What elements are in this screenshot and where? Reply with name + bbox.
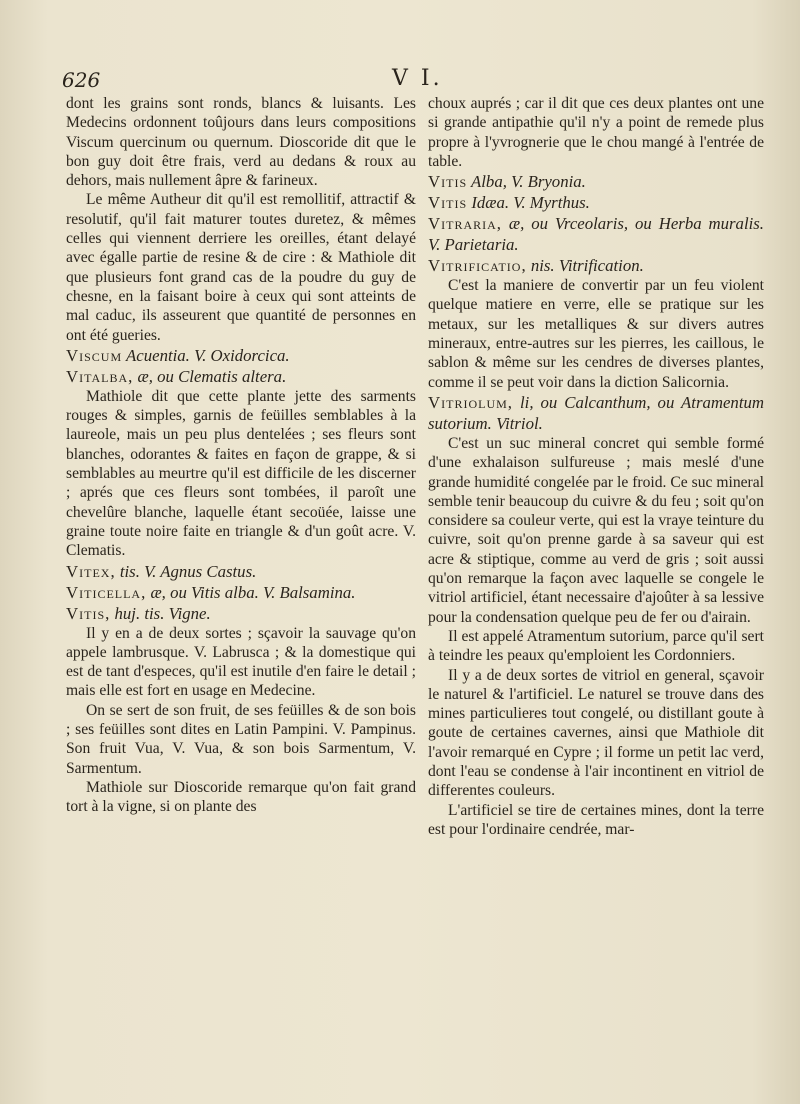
right-column: [428, 94, 764, 839]
headword-gloss: li, ou Calcanthum, ou Atramentum sutorium. Vitriol.: [428, 392, 764, 433]
body-paragraph: Il y en a de deux sortes ; sçavoir la sauvage qu'on appele lambrusque. V. Labrusca ; & la domestique qui est de tant d'especes, qu'il est inutile d'en faire le detail ; mais elle est fort en usage en Medecine.: [66, 624, 416, 700]
body-paragraph: L'artificiel se tire de certaines mines, dont la terre est pour l'ordinaire cendrée, mar-: [428, 801, 764, 838]
dictionary-headword: [66, 582, 416, 603]
headword-term: Vitriolum,: [428, 392, 513, 412]
body-paragraph: C'est un suc mineral concret qui semble formé d'une exhalaison sulfureuse ; mais meslé d'une grande humidité congelée par le froid. Ce suc mineral semble tenir beaucoup du cuivre & du feu ; soit qu'on considere sa couleur verte, qui est la vraye teinture du cuivre, soit qu'on prenne garde à sa saveur qui est acre & stiptique, comme au verd de gris ; soit aussi qu'on remarque la façon avec laquelle se congele le vitriol artificiel, étant necessaire d'ajoûter à sa lessive pour la condensation quelque peu de fer ou d'airain.: [428, 434, 764, 626]
dictionary-headword: [66, 345, 416, 366]
headword-gloss: æ, ou Clematis altera.: [133, 366, 287, 386]
body-paragraph: On se sert de son fruit, de ses feüilles & de son bois ; ses feüilles sont dites en Latin Pampini. V. Pampinus. Son fruit Vua, V. Vua, & son bois Sarmentum, V. Sarmentum.: [66, 701, 416, 777]
body-paragraph: Le même Autheur dit qu'il est remollitif, attractif & resolutif, qu'il fait maturer toutes duretez, & mêmes celles qui viennent derriere les oreilles, étant delayé avec égalle partie de resine & de cire : & Mathiole dit que plusieurs font grand cas de la poudre du guy de chesne, en la faisant boire à ceux qui sont atteints de mal caduc, ils asseurent que quantité de personnes en ont été gueries.: [66, 191, 416, 344]
headword-term: Viscum: [66, 345, 123, 365]
headword-term: Vitis: [428, 193, 468, 213]
body-paragraph: Il y a de deux sortes de vitriol en general, sçavoir le naturel & l'artificiel. Le naturel se trouve dans des mines particulieres tout congelé, ou distillant goute à goute de certaines cavernes, ainsi que Mathiole dit l'avoir remarqué en Cypre ; il forme un petit lac verd, dont l'eau se condense à l'air incontinent en vitriol de differentes couleurs.: [428, 666, 764, 800]
headword-gloss: nis. Vitrification.: [526, 256, 644, 276]
dictionary-headword: [428, 213, 764, 255]
headword-term: Vitex,: [66, 561, 116, 581]
headword-term: Vitis,: [66, 603, 111, 623]
headword-gloss: tis. V. Agnus Castus.: [115, 561, 257, 581]
body-paragraph: Il est appelé Atramentum sutorium, parce qu'il sert à teindre les peaux qu'emploient les Cordonniers.: [428, 627, 764, 665]
page-header: [62, 68, 762, 96]
headword-term: Viticella,: [66, 582, 147, 602]
dictionary-headword: [428, 255, 764, 276]
headword-gloss: æ, ou Vitis alba. V. Balsamina.: [146, 582, 356, 602]
dictionary-headword: [428, 192, 764, 213]
dictionary-headword: [66, 561, 416, 582]
body-paragraph: Mathiole sur Dioscoride remarque qu'on fait grand tort à la vigne, si on plante des: [66, 778, 416, 816]
left-column: [66, 94, 416, 817]
dictionary-headword: [428, 392, 764, 434]
headword-term: Vitalba,: [66, 366, 134, 386]
body-paragraph: dont les grains sont ronds, blancs & luisants. Les Medecins ordonnent toûjours dans leurs compositions Viscum quercinum ou quernum. Dioscoride dit que le bon guy doit être frais, verd au dedans & roux au dehors, mais nullement âpre & farineux.: [66, 95, 416, 190]
dictionary-headword: [428, 171, 764, 192]
body-paragraph: Mathiole dit que cette plante jette des sarments rouges & simples, garnis de feüilles semblables à la laureole, mais un peu plus dentelées ; ses fleurs sont blanches, odorantes & faites en façon de grappe, & si semblables au meurtre qu'il est difficile de les discerner ; aprés que ces fleurs sont tombées, il paroît une chevelûre blanche, laquelle étant secoüée, laisse une graine toute noire faite en triangle & d'un goût acre. V. Clematis.: [66, 387, 416, 560]
headword-gloss: Idæa. V. Myrthus.: [467, 193, 590, 213]
headword-gloss: Acuentia. V. Oxidorcica.: [122, 345, 290, 365]
headword-term: Vitraria,: [428, 214, 502, 234]
headword-term: Vitrificatio,: [428, 256, 527, 276]
headword-gloss: Alba, V. Bryonia.: [467, 172, 586, 192]
body-paragraph: C'est la maniere de convertir par un feu violent quelque matiere en verre, elle se pratique sur les metaux, sur les metalliques & sur divers autres mineraux, entre-autres sur les pierres, les caillous, le sablon & même sur les cendres de diverses plantes, comme il se peut voir dans la diction Salicornia.: [428, 277, 764, 391]
body-paragraph: choux auprés ; car il dit que ces deux plantes ont une si grande antipathie qu'il n'y a point de remede plus propre à l'yvrognerie que le chou mangé à l'entrée de table.: [428, 95, 764, 170]
headword-term: Vitis: [428, 172, 468, 192]
dictionary-headword: [66, 603, 416, 624]
page-number: 626: [62, 68, 101, 92]
running-head: V I.: [392, 66, 443, 91]
headword-gloss: æ, ou Vrceolaris, ou Herba muralis. V. Parietaria.: [428, 214, 764, 255]
headword-gloss: huj. tis. Vigne.: [110, 603, 211, 623]
dictionary-headword: [66, 366, 416, 387]
